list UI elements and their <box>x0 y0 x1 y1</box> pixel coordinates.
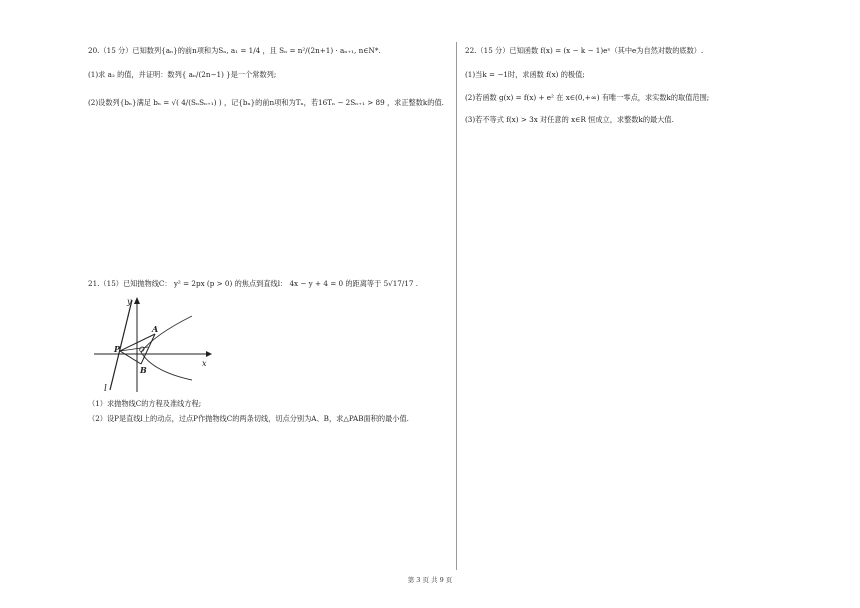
label-B: B <box>140 365 147 375</box>
label-O: O <box>139 346 145 354</box>
page-footer: 第 3 页 共 9 页 <box>407 576 453 584</box>
q22-stem: 22.（15 分）已知函数 f(x) = (x − k − 1)eˣ（其中e为自然对数的底数）. <box>465 46 704 55</box>
column-divider <box>456 42 457 570</box>
q20-part1: (1)求 a₂ 的值，并证明：数列{ aₙ/(2n−1) }是一个常数列; <box>88 70 277 79</box>
q22-part1: (1)当k = −1时，求函数 f(x) 的极值; <box>465 70 585 79</box>
q22-part2: (2)若函数 g(x) = f(x) + e² 在 x∈(0,+∞) 有唯一零点，求实数k的取值范围; <box>465 93 710 102</box>
q20-part2: (2)设数列{bₙ}满足 bₙ = √( 4/(SₙSₙ₊₁) ) ，记{bₙ}的前n项和为Tₙ，若16Tₙ − 2Sₙ₊₁ > 89 ，求正整数k的值. <box>88 98 444 107</box>
label-x: x <box>202 359 207 368</box>
label-P: P <box>114 344 121 354</box>
label-y: y <box>127 297 132 306</box>
q20-stem: 20.（15 分）已知数列{aₙ}的前n项和为Sₙ, a₁ = 1/4 ，且 Sₙ = n²/(2n+1) · aₙ₊₁, n∈N*. <box>88 46 381 55</box>
q21-stem: 21.（15）已知抛物线C： y² = 2px (p > 0) 的焦点到直线l： 4x − y + 4 = 0 的距离等于 5√17/17 . <box>88 279 419 288</box>
parabola-figure <box>92 294 214 394</box>
label-A: A <box>152 324 159 334</box>
q21-part2: （2）设P是直线l上的动点，过点P作抛物线C的两条切线，切点分别为A、B，求△PAB面积的最小值. <box>88 414 409 423</box>
label-l: l <box>104 384 107 394</box>
q21-part1: （1）求抛物线C的方程及准线方程; <box>88 399 202 408</box>
q22-part3: (3)若不等式 f(x) > 3x 对任意的 x∈R 恒成立，求整数k的最大值. <box>465 115 674 124</box>
